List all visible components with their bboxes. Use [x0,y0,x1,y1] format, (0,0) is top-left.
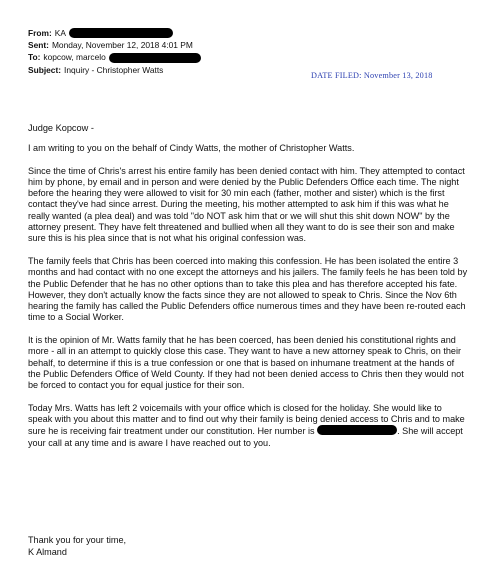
from-label: From: [28,28,52,38]
to-label: To: [28,52,41,63]
to-row [28,51,201,63]
closing-line: Thank you for your time, [28,535,127,545]
paragraph-coerced: The family feels that Chris has been coerced into making this confession. He has been isolated the entire 3 months and had contact with no one except the attorneys and his jailers. The family feels he has been told by the Public Defender that he has no other options than to take this plea and has therefore accepted his fate. However, they don't actually know the facts since they are not allowed to speak to Chris. Since the Nov 6th hearing the family has called the Public Defenders office numerous times and they have been re-routed each time to a Social Worker. [28,255,468,323]
email-header [28,27,201,76]
sent-value: Monday, November 12, 2018 4:01 PM [51,40,193,51]
sent-row [28,39,201,51]
subject-label: Subject: [28,64,62,75]
voicemails-text-after: . She will accept your call at any time and is aware I have reached out to you. [28,426,463,448]
redaction-from [69,28,173,38]
from-value: KA [54,28,66,38]
subject-value: Inquiry - Christopher Watts [64,64,164,75]
closing-block [28,535,126,558]
voicemails-text-before: Today Mrs. Watts has left 2 voicemails with your office which is closed for the holiday. She would like to speak with you about this matter and to find out why their family is being denied access to Chris and to make sure he is receiving fair treatment under our constitution. Her number is [28,402,465,437]
date-filed-stamp: DATE FILED: November 13, 2018 [311,71,433,80]
from-row [28,27,201,39]
redaction-to [109,53,201,63]
letter-body [28,143,468,460]
to-value: kopcow, marcelo [43,52,106,63]
redaction-phone-number [317,425,397,435]
paragraph-intro: I am writing to you on the behalf of Cindy Watts, the mother of Christopher Watts. [28,143,355,153]
signature: K Almand [28,546,67,557]
salutation: Judge Kopcow - [28,123,94,133]
sent-label: Sent: [28,40,49,51]
subject-row [28,64,201,76]
paragraph-contact-denied: Since the time of Chris's arrest his entire family has been denied contact with him. They attempted to contact him by phone, by email and in person and were denied by the Public Defenders Office each time. The night before the hearing they were allowed to visit for 30 min each (father, mother and sister) which is the first contact they've had since arrest. During the meeting, his mother attempted to ask him if this was what he really wanted (a plea deal) and was told "do NOT ask him that or we will shut this shit down NOW" by the attorney present. They have felt threatened and bullied when all they want to do is see their son and make sure this is his plea since that is not what his original confession was. [28,165,465,244]
paragraph-opinion: It is the opinion of Mr. Watts family that he has been coerced, has been denied his constitutional rights and more - all in an attempt to quickly close this case. They want to have a new attorney speak to Chris, on their behalf, to determine if this is a true confession or one that is based on inhumane treatment at the hands of the Public Defenders Office of Weld County. If they had not been denied access to Chris then they would not be forced to contact you for equal justice for their son. [28,335,464,391]
paragraph-voicemails [28,403,468,449]
